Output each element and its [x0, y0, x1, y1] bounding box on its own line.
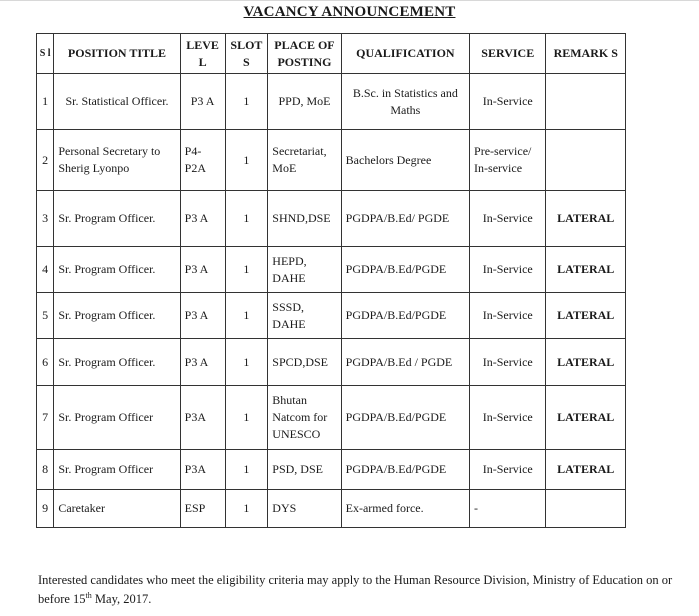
cell-qualification: Ex-armed force. — [341, 490, 469, 528]
column-header-sl: S l — [37, 34, 54, 74]
cell-remarks: LATERAL — [546, 247, 626, 293]
cell-qualification: B.Sc. in Statistics and Maths — [341, 74, 469, 130]
table-row — [37, 130, 626, 191]
column-header-slots: SLOT S — [225, 34, 268, 74]
cell-sl: 2 — [37, 130, 54, 191]
cell-place-of-posting: DYS — [268, 490, 341, 528]
cell-level: P4-P2A — [180, 130, 225, 191]
cell-qualification: PGDPA/B.Ed/ PGDE — [341, 191, 469, 247]
cell-place-of-posting: Bhutan Natcom for UNESCO — [268, 386, 341, 450]
table-header-row — [37, 34, 626, 74]
cell-position-title: Sr. Program Officer. — [54, 339, 180, 386]
cell-service: - — [470, 490, 546, 528]
cell-remarks — [546, 74, 626, 130]
cell-remarks — [546, 490, 626, 528]
cell-sl: 1 — [37, 74, 54, 130]
column-header-place-of-posting: PLACE OF POSTING — [268, 34, 341, 74]
cell-level: P3 A — [180, 293, 225, 339]
cell-slots: 1 — [225, 247, 268, 293]
cell-qualification: PGDPA/B.Ed/PGDE — [341, 450, 469, 490]
table-row — [37, 450, 626, 490]
cell-service: In-Service — [470, 450, 546, 490]
footer-note — [38, 571, 678, 609]
column-header-qualification: QUALIFICATION — [341, 34, 469, 74]
column-header-remarks: REMARK S — [546, 34, 626, 74]
table-row — [37, 191, 626, 247]
cell-sl: 5 — [37, 293, 54, 339]
table-row — [37, 293, 626, 339]
vacancy-table — [36, 33, 626, 528]
cell-place-of-posting: SHND,DSE — [268, 191, 341, 247]
cell-qualification: PGDPA/B.Ed/PGDE — [341, 247, 469, 293]
cell-slots: 1 — [225, 450, 268, 490]
cell-slots: 1 — [225, 130, 268, 191]
cell-service: In-Service — [470, 191, 546, 247]
cell-level: P3 A — [180, 74, 225, 130]
column-header-level: LEVE L — [180, 34, 225, 74]
footer-text-end: May, 2017. — [91, 592, 152, 606]
column-header-position-title: POSITION TITLE — [54, 34, 180, 74]
cell-level: ESP — [180, 490, 225, 528]
cell-slots: 1 — [225, 191, 268, 247]
cell-level: P3 A — [180, 339, 225, 386]
cell-level: P3 A — [180, 191, 225, 247]
cell-sl: 9 — [37, 490, 54, 528]
table-row — [37, 386, 626, 450]
cell-sl: 3 — [37, 191, 54, 247]
cell-slots: 1 — [225, 74, 268, 130]
cell-place-of-posting: SSSD, DAHE — [268, 293, 341, 339]
cell-sl: 6 — [37, 339, 54, 386]
cell-remarks: LATERAL — [546, 191, 626, 247]
cell-position-title: Sr. Program Officer — [54, 450, 180, 490]
table-row — [37, 247, 626, 293]
cell-sl: 7 — [37, 386, 54, 450]
page-top-edge — [0, 0, 699, 1]
footer-text: Interested candidates who meet the eligibility criteria may apply to the Human Resource Division, Ministry of Education on or before 15 — [38, 573, 673, 606]
cell-service: In-Service — [470, 74, 546, 130]
cell-position-title: Sr. Program Officer. — [54, 191, 180, 247]
cell-remarks: LATERAL — [546, 293, 626, 339]
cell-position-title: Sr. Program Officer — [54, 386, 180, 450]
cell-remarks: LATERAL — [546, 339, 626, 386]
cell-level: P3A — [180, 386, 225, 450]
cell-position-title: Sr. Program Officer. — [54, 247, 180, 293]
cell-sl: 8 — [37, 450, 54, 490]
cell-place-of-posting: PSD, DSE — [268, 450, 341, 490]
cell-slots: 1 — [225, 490, 268, 528]
cell-qualification: PGDPA/B.Ed/PGDE — [341, 293, 469, 339]
cell-slots: 1 — [225, 293, 268, 339]
cell-qualification: PGDPA/B.Ed / PGDE — [341, 339, 469, 386]
cell-qualification: PGDPA/B.Ed/PGDE — [341, 386, 469, 450]
footer-superscript: th — [85, 590, 92, 600]
cell-position-title: Caretaker — [54, 490, 180, 528]
table-row — [37, 74, 626, 130]
cell-service: In-Service — [470, 247, 546, 293]
cell-sl: 4 — [37, 247, 54, 293]
cell-position-title: Personal Secretary to Sherig Lyonpo — [54, 130, 180, 191]
cell-service: In-Service — [470, 293, 546, 339]
cell-slots: 1 — [225, 386, 268, 450]
table-row — [37, 339, 626, 386]
cell-level: P3 A — [180, 247, 225, 293]
cell-qualification: Bachelors Degree — [341, 130, 469, 191]
cell-service: Pre-service/ In-service — [470, 130, 546, 191]
cell-service: In-Service — [470, 386, 546, 450]
cell-place-of-posting: PPD, MoE — [268, 74, 341, 130]
cell-remarks: LATERAL — [546, 386, 626, 450]
cell-remarks: LATERAL — [546, 450, 626, 490]
table-row — [37, 490, 626, 528]
cell-level: P3A — [180, 450, 225, 490]
column-header-service: SERVICE — [470, 34, 546, 74]
page-title: VACANCY ANNOUNCEMENT — [243, 4, 456, 20]
cell-place-of-posting: HEPD, DAHE — [268, 247, 341, 293]
cell-place-of-posting: Secretariat, MoE — [268, 130, 341, 191]
cell-service: In-Service — [470, 339, 546, 386]
cell-remarks — [546, 130, 626, 191]
cell-position-title: Sr. Program Officer. — [54, 293, 180, 339]
cell-slots: 1 — [225, 339, 268, 386]
cell-position-title: Sr. Statistical Officer. — [54, 74, 180, 130]
cell-place-of-posting: SPCD,DSE — [268, 339, 341, 386]
